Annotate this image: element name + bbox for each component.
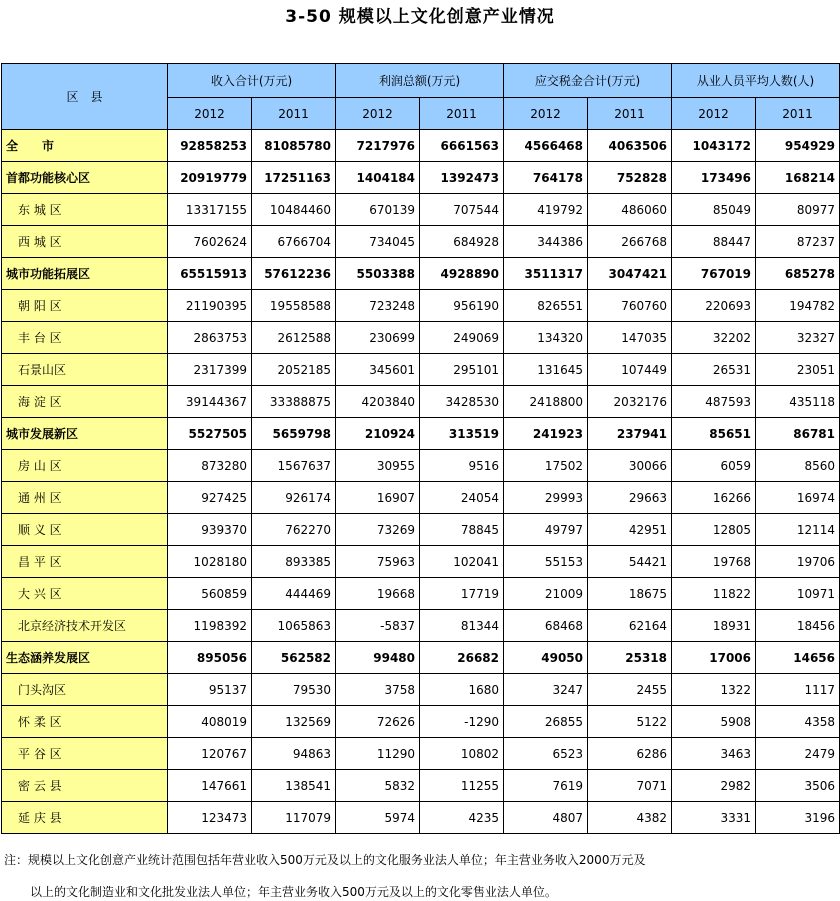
- value-cell: 5527505: [168, 418, 252, 450]
- value-cell: 1322: [672, 674, 756, 706]
- region-name-cell: 昌 平 区: [2, 546, 168, 578]
- year-header: 2011: [252, 98, 336, 130]
- value-cell: 73269: [336, 514, 420, 546]
- value-cell: 927425: [168, 482, 252, 514]
- value-cell: 7602624: [168, 226, 252, 258]
- table-row: [2, 194, 840, 226]
- value-cell: 2032176: [588, 386, 672, 418]
- value-cell: -1290: [420, 706, 504, 738]
- value-cell: 2612588: [252, 322, 336, 354]
- value-cell: 132569: [252, 706, 336, 738]
- region-name-cell: 怀 柔 区: [2, 706, 168, 738]
- region-name-cell: 延 庆 县: [2, 802, 168, 834]
- value-cell: 30955: [336, 450, 420, 482]
- value-cell: 26855: [504, 706, 588, 738]
- value-cell: 20919779: [168, 162, 252, 194]
- table-row: [2, 482, 840, 514]
- table-row: [2, 770, 840, 802]
- value-cell: 68468: [504, 610, 588, 642]
- value-cell: 62164: [588, 610, 672, 642]
- value-cell: 5503388: [336, 258, 420, 290]
- value-cell: 24054: [420, 482, 504, 514]
- value-cell: 344386: [504, 226, 588, 258]
- value-cell: 1028180: [168, 546, 252, 578]
- value-cell: 9516: [420, 450, 504, 482]
- value-cell: 4063506: [588, 130, 672, 162]
- value-cell: 220693: [672, 290, 756, 322]
- value-cell: 19558588: [252, 290, 336, 322]
- value-cell: 19706: [756, 546, 840, 578]
- table-body: [2, 130, 840, 834]
- value-cell: 895056: [168, 642, 252, 674]
- value-cell: 4566468: [504, 130, 588, 162]
- value-cell: 87237: [756, 226, 840, 258]
- value-cell: 17502: [504, 450, 588, 482]
- year-header: 2012: [168, 98, 252, 130]
- value-cell: 19668: [336, 578, 420, 610]
- value-cell: 79530: [252, 674, 336, 706]
- value-cell: 10802: [420, 738, 504, 770]
- group-header-profit: 利润总额(万元): [336, 64, 504, 98]
- region-header: 区 县: [2, 64, 168, 130]
- value-cell: 2317399: [168, 354, 252, 386]
- value-cell: 39144367: [168, 386, 252, 418]
- value-cell: 954929: [756, 130, 840, 162]
- value-cell: 3196: [756, 802, 840, 834]
- value-cell: 7217976: [336, 130, 420, 162]
- value-cell: 10971: [756, 578, 840, 610]
- value-cell: 4358: [756, 706, 840, 738]
- value-cell: 419792: [504, 194, 588, 226]
- value-cell: 92858253: [168, 130, 252, 162]
- table-row: [2, 258, 840, 290]
- table-row: [2, 450, 840, 482]
- value-cell: 30066: [588, 450, 672, 482]
- value-cell: 25318: [588, 642, 672, 674]
- value-cell: 939370: [168, 514, 252, 546]
- value-cell: 138541: [252, 770, 336, 802]
- value-cell: 4807: [504, 802, 588, 834]
- value-cell: 408019: [168, 706, 252, 738]
- value-cell: 16266: [672, 482, 756, 514]
- value-cell: 295101: [420, 354, 504, 386]
- table-row: [2, 610, 840, 642]
- statistics-table: [1, 63, 840, 834]
- value-cell: 1065863: [252, 610, 336, 642]
- value-cell: 5832: [336, 770, 420, 802]
- value-cell: 17251163: [252, 162, 336, 194]
- value-cell: 147661: [168, 770, 252, 802]
- value-cell: 18456: [756, 610, 840, 642]
- value-cell: 173496: [672, 162, 756, 194]
- value-cell: 210924: [336, 418, 420, 450]
- year-header: 2012: [504, 98, 588, 130]
- value-cell: 3506: [756, 770, 840, 802]
- value-cell: 560859: [168, 578, 252, 610]
- value-cell: 3428530: [420, 386, 504, 418]
- value-cell: 78845: [420, 514, 504, 546]
- value-cell: 7071: [588, 770, 672, 802]
- region-name-cell: 北京经济技术开发区: [2, 610, 168, 642]
- region-name-cell: 通 州 区: [2, 482, 168, 514]
- value-cell: 685278: [756, 258, 840, 290]
- year-header: 2011: [588, 98, 672, 130]
- table-row: [2, 802, 840, 834]
- table-row: [2, 162, 840, 194]
- value-cell: 6661563: [420, 130, 504, 162]
- value-cell: 17719: [420, 578, 504, 610]
- value-cell: 33388875: [252, 386, 336, 418]
- value-cell: 55153: [504, 546, 588, 578]
- table-row: [2, 290, 840, 322]
- value-cell: 873280: [168, 450, 252, 482]
- value-cell: 6766704: [252, 226, 336, 258]
- table-row: [2, 514, 840, 546]
- value-cell: 88447: [672, 226, 756, 258]
- value-cell: 1680: [420, 674, 504, 706]
- value-cell: 764178: [504, 162, 588, 194]
- value-cell: 313519: [420, 418, 504, 450]
- table-row: [2, 706, 840, 738]
- value-cell: 1117: [756, 674, 840, 706]
- value-cell: 6523: [504, 738, 588, 770]
- value-cell: 3331: [672, 802, 756, 834]
- year-header: 2012: [336, 98, 420, 130]
- value-cell: 194782: [756, 290, 840, 322]
- value-cell: 85049: [672, 194, 756, 226]
- value-cell: 5974: [336, 802, 420, 834]
- table-row: [2, 674, 840, 706]
- table-row: [2, 354, 840, 386]
- group-header-tax: 应交税金合计(万元): [504, 64, 672, 98]
- value-cell: 486060: [588, 194, 672, 226]
- value-cell: 49797: [504, 514, 588, 546]
- table-row: [2, 738, 840, 770]
- value-cell: 2418800: [504, 386, 588, 418]
- region-name-cell: 生态涵养发展区: [2, 642, 168, 674]
- value-cell: 826551: [504, 290, 588, 322]
- value-cell: 123473: [168, 802, 252, 834]
- value-cell: 54421: [588, 546, 672, 578]
- value-cell: 487593: [672, 386, 756, 418]
- value-cell: 81344: [420, 610, 504, 642]
- value-cell: 21009: [504, 578, 588, 610]
- value-cell: 86781: [756, 418, 840, 450]
- value-cell: 1567637: [252, 450, 336, 482]
- value-cell: 734045: [336, 226, 420, 258]
- value-cell: 435118: [756, 386, 840, 418]
- table-row: [2, 130, 840, 162]
- value-cell: 266768: [588, 226, 672, 258]
- value-cell: 2455: [588, 674, 672, 706]
- value-cell: 16974: [756, 482, 840, 514]
- region-name-cell: 城市发展新区: [2, 418, 168, 450]
- year-header: 2011: [420, 98, 504, 130]
- region-name-cell: 门头沟区: [2, 674, 168, 706]
- region-name-cell: 顺 义 区: [2, 514, 168, 546]
- region-name-cell: 西 城 区: [2, 226, 168, 258]
- value-cell: 760760: [588, 290, 672, 322]
- value-cell: 168214: [756, 162, 840, 194]
- value-cell: 723248: [336, 290, 420, 322]
- value-cell: 14656: [756, 642, 840, 674]
- value-cell: 926174: [252, 482, 336, 514]
- value-cell: 49050: [504, 642, 588, 674]
- value-cell: 12805: [672, 514, 756, 546]
- table-row: [2, 546, 840, 578]
- value-cell: 81085780: [252, 130, 336, 162]
- value-cell: 11822: [672, 578, 756, 610]
- value-cell: 13317155: [168, 194, 252, 226]
- value-cell: 17006: [672, 642, 756, 674]
- value-cell: 26531: [672, 354, 756, 386]
- value-cell: 11290: [336, 738, 420, 770]
- value-cell: 684928: [420, 226, 504, 258]
- value-cell: 4382: [588, 802, 672, 834]
- region-name-cell: 丰 台 区: [2, 322, 168, 354]
- region-name-cell: 海 淀 区: [2, 386, 168, 418]
- region-name-cell: 石景山区: [2, 354, 168, 386]
- value-cell: 95137: [168, 674, 252, 706]
- region-name-cell: 大 兴 区: [2, 578, 168, 610]
- value-cell: 956190: [420, 290, 504, 322]
- value-cell: 5122: [588, 706, 672, 738]
- group-header-revenue: 收入合计(万元): [168, 64, 336, 98]
- table-row: [2, 418, 840, 450]
- value-cell: 85651: [672, 418, 756, 450]
- value-cell: 4235: [420, 802, 504, 834]
- region-name-cell: 全 市: [2, 130, 168, 162]
- value-cell: 80977: [756, 194, 840, 226]
- value-cell: 2982: [672, 770, 756, 802]
- value-cell: 241923: [504, 418, 588, 450]
- region-name-cell: 密 云 县: [2, 770, 168, 802]
- value-cell: 107449: [588, 354, 672, 386]
- region-name-cell: 首都功能核心区: [2, 162, 168, 194]
- table-row: [2, 322, 840, 354]
- table-row: [2, 578, 840, 610]
- value-cell: 29993: [504, 482, 588, 514]
- value-cell: 2479: [756, 738, 840, 770]
- region-name-cell: 朝 阳 区: [2, 290, 168, 322]
- value-cell: 32202: [672, 322, 756, 354]
- value-cell: 75963: [336, 546, 420, 578]
- value-cell: 3511317: [504, 258, 588, 290]
- value-cell: -5837: [336, 610, 420, 642]
- value-cell: 19768: [672, 546, 756, 578]
- value-cell: 1198392: [168, 610, 252, 642]
- value-cell: 2863753: [168, 322, 252, 354]
- value-cell: 8560: [756, 450, 840, 482]
- value-cell: 1392473: [420, 162, 504, 194]
- value-cell: 562582: [252, 642, 336, 674]
- value-cell: 767019: [672, 258, 756, 290]
- value-cell: 11255: [420, 770, 504, 802]
- region-name-cell: 平 谷 区: [2, 738, 168, 770]
- value-cell: 102041: [420, 546, 504, 578]
- value-cell: 237941: [588, 418, 672, 450]
- value-cell: 120767: [168, 738, 252, 770]
- value-cell: 3463: [672, 738, 756, 770]
- region-name-cell: 房 山 区: [2, 450, 168, 482]
- value-cell: 99480: [336, 642, 420, 674]
- value-cell: 3247: [504, 674, 588, 706]
- region-name-cell: 东 城 区: [2, 194, 168, 226]
- footnote-line-1: 注：规模以上文化创意产业统计范围包括年营业收入500万元及以上的文化服务业法人单位；年主营业务收入2000万元及: [4, 853, 646, 867]
- value-cell: 131645: [504, 354, 588, 386]
- value-cell: 345601: [336, 354, 420, 386]
- value-cell: 72626: [336, 706, 420, 738]
- value-cell: 762270: [252, 514, 336, 546]
- value-cell: 29663: [588, 482, 672, 514]
- value-cell: 893385: [252, 546, 336, 578]
- region-name-cell: 城市功能拓展区: [2, 258, 168, 290]
- value-cell: 1043172: [672, 130, 756, 162]
- value-cell: 3047421: [588, 258, 672, 290]
- value-cell: 6286: [588, 738, 672, 770]
- value-cell: 18675: [588, 578, 672, 610]
- value-cell: 32327: [756, 322, 840, 354]
- value-cell: 249069: [420, 322, 504, 354]
- value-cell: 42951: [588, 514, 672, 546]
- year-header: 2011: [756, 98, 840, 130]
- value-cell: 752828: [588, 162, 672, 194]
- value-cell: 1404184: [336, 162, 420, 194]
- table-row: [2, 226, 840, 258]
- value-cell: 16907: [336, 482, 420, 514]
- year-header: 2012: [672, 98, 756, 130]
- page-title: 3-50 规模以上文化创意产业情况: [285, 7, 555, 27]
- value-cell: 21190395: [168, 290, 252, 322]
- value-cell: 7619: [504, 770, 588, 802]
- value-cell: 57612236: [252, 258, 336, 290]
- value-cell: 117079: [252, 802, 336, 834]
- value-cell: 707544: [420, 194, 504, 226]
- value-cell: 3758: [336, 674, 420, 706]
- group-header-employees: 从业人员平均人数(人): [672, 64, 840, 98]
- value-cell: 26682: [420, 642, 504, 674]
- value-cell: 670139: [336, 194, 420, 226]
- value-cell: 2052185: [252, 354, 336, 386]
- table-row: [2, 642, 840, 674]
- footnote-line-2: 以上的文化制造业和文化批发业法人单位；年主营业务收入500万元及以上的文化零售业法人单位。: [30, 885, 557, 899]
- value-cell: 94863: [252, 738, 336, 770]
- value-cell: 444469: [252, 578, 336, 610]
- value-cell: 134320: [504, 322, 588, 354]
- value-cell: 18931: [672, 610, 756, 642]
- value-cell: 12114: [756, 514, 840, 546]
- value-cell: 4928890: [420, 258, 504, 290]
- value-cell: 147035: [588, 322, 672, 354]
- value-cell: 5659798: [252, 418, 336, 450]
- value-cell: 65515913: [168, 258, 252, 290]
- value-cell: 23051: [756, 354, 840, 386]
- table-row: [2, 386, 840, 418]
- value-cell: 4203840: [336, 386, 420, 418]
- value-cell: 6059: [672, 450, 756, 482]
- value-cell: 5908: [672, 706, 756, 738]
- value-cell: 230699: [336, 322, 420, 354]
- value-cell: 10484460: [252, 194, 336, 226]
